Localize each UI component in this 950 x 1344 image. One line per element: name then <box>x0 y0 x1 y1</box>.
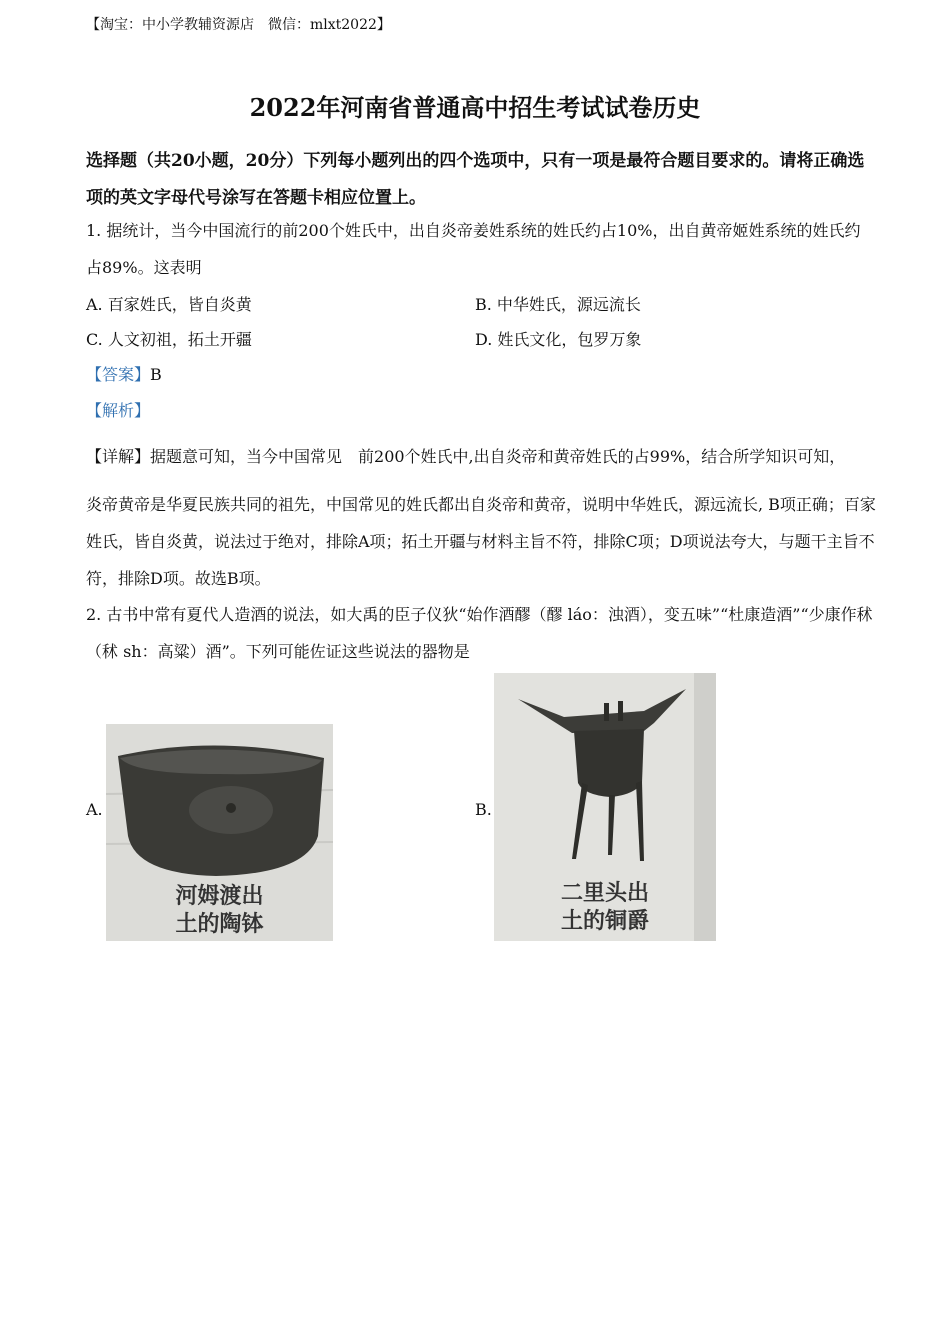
figure-a-caption-line2: 土的陶钵 <box>175 912 264 937</box>
header-note: 【淘宝：中小学教辅资源店 微信：mlxt2022】 <box>86 17 391 33</box>
q1-detail-line1 <box>86 444 886 467</box>
figure-bronze-jue <box>494 673 716 941</box>
question-2-stem: 2. 古书中常有夏代人造酒的说法，如大禹的臣子仪狄“始作酒醪（醪 láo：浊酒），变五味”“杜康造酒”“少康作秫（秫 sh：高粱）酒”。下列可能佐证这些说法的器物是 <box>86 605 873 661</box>
answer-value: B <box>150 365 162 384</box>
figure-pottery-bowl <box>106 724 333 941</box>
q1-option-b: B. 中华姓氏，源远流长 <box>475 295 641 314</box>
section-intro: 选择题（共20小题，20分）下列每小题列出的四个选项中，只有一项是最符合题目要求的。请将正确选项的英文字母代号涂写在答题卡相应位置上。 <box>86 151 865 208</box>
figure-a-caption-line1: 河姆渡出 <box>175 884 264 909</box>
page-title: 2022年河南省普通高中招生考试试卷历史 <box>249 93 701 122</box>
q2-option-b-label: B. <box>475 800 492 819</box>
q1-detail-rest: 炎帝黄帝是华夏民族共同的祖先，中国常见的姓氏都出自炎帝和黄帝，说明中华姓氏，源远流长, B项正确；百家姓氏，皆自炎黄，说法过于绝对，排除A项；拓土开疆与材料主旨不符，排除C项；D项说法夸大，与题干主旨不符，排除D项。故选B项。 <box>86 495 876 588</box>
detail-line1-text: 据题意可知，当今中国常见 前200个姓氏中,出自炎帝和黄帝姓氏的占99%，结合所学知识可知， <box>150 447 846 466</box>
figure-b-caption-line1: 二里头出 <box>560 881 649 906</box>
figure-b-caption-line2: 土的铜爵 <box>560 909 649 934</box>
q1-option-d: D. 姓氏文化，包罗万象 <box>475 330 642 349</box>
q1-option-a: A. 百家姓氏，皆自炎黄 <box>86 295 252 314</box>
detail-label: 【详解】 <box>86 447 151 466</box>
q2-option-a-label: A. <box>86 800 103 819</box>
question-1-stem: 1. 据统计，当今中国流行的前200个姓氏中，出自炎帝姜姓系统的姓氏约占10%，出自黄帝姬姓系统的姓氏约占89%。这表明 <box>86 221 861 277</box>
q1-option-c: C. 人文初祖，拓土开疆 <box>86 330 252 349</box>
analysis-label: 【解析】 <box>86 401 151 420</box>
q1-answer <box>86 362 162 385</box>
answer-label: 【答案】 <box>86 365 151 384</box>
